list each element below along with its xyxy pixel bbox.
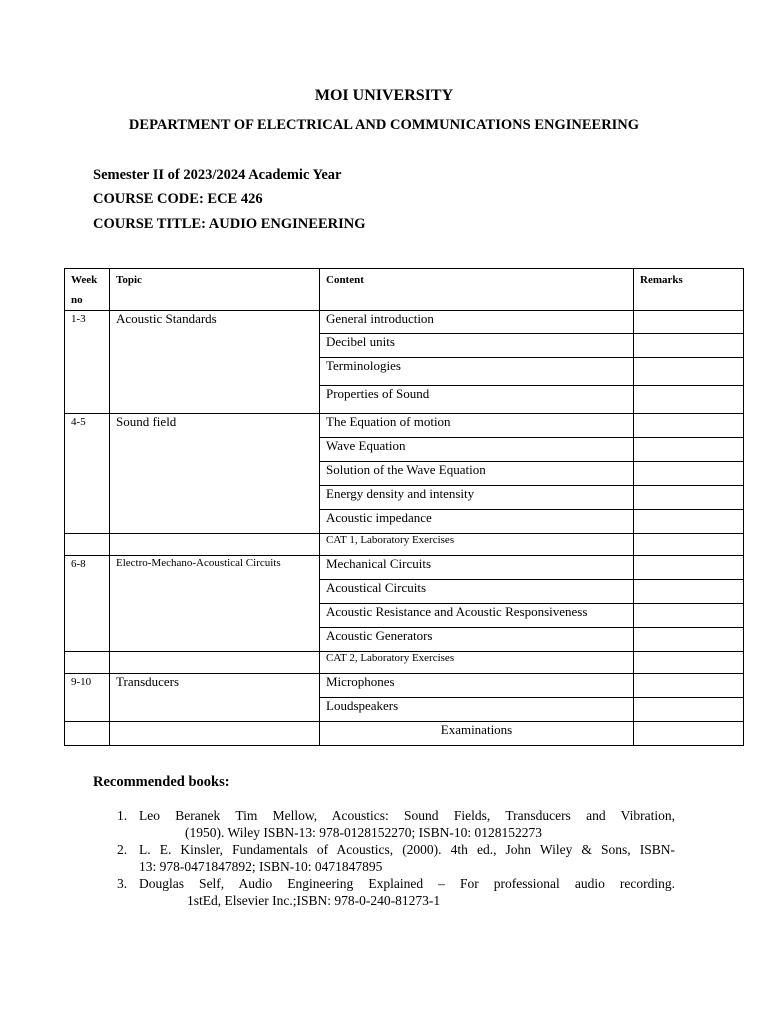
week-cell [65,722,110,746]
book-line: Leo Beranek Tim Mellow, Acoustics: Sound Fields, Transducers and Vibration, [139,808,675,823]
recommended-books-heading: Recommended books: [93,774,230,790]
remarks-cell [634,486,744,510]
book-line: 1stEd, Elsevier Inc.;ISBN: 978-0-240-81273-1 [187,892,441,908]
remarks-cell [634,438,744,462]
table-header-row [65,269,744,311]
week-cell: 1-3 [65,311,110,414]
content-cell: Properties of Sound [320,386,634,414]
content-cell: Acoustic impedance [320,510,634,534]
topic-cell [110,652,320,674]
remarks-cell [634,534,744,556]
remarks-cell [634,414,744,438]
remarks-cell [634,462,744,486]
examinations-cell: Examinations [320,722,634,746]
topic-cell: Sound field [110,414,320,534]
remarks-cell [634,311,744,334]
week-cell [65,534,110,556]
content-cell: Loudspeakers [320,698,634,722]
course-title: COURSE TITLE: AUDIO ENGINEERING [93,216,366,232]
week-cell: 6-8 [65,556,110,652]
list-item [117,876,675,909]
cat-cell: CAT 2, Laboratory Exercises [320,652,634,674]
university-title: MOI UNIVERSITY [314,87,454,104]
remarks-cell [634,628,744,652]
list-number: 3. [117,876,128,891]
header-remarks: Remarks [634,269,744,311]
table-row [65,652,744,674]
topic-cell: Electro-Mechano-Acoustical Circuits [110,556,320,652]
remarks-cell [634,334,744,358]
remarks-cell [634,722,744,746]
book-line: 13: 978-0471847892; ISBN-10: 0471847895 [139,858,383,874]
content-cell: Decibel units [320,334,634,358]
table-row [65,556,744,580]
content-cell: The Equation of motion [320,414,634,438]
remarks-cell [634,556,744,580]
remarks-cell [634,604,744,628]
list-item [117,842,675,875]
content-cell: Wave Equation [320,438,634,462]
content-cell: Mechanical Circuits [320,556,634,580]
list-item [117,808,675,841]
topic-cell: Acoustic Standards [110,311,320,414]
header-week: Week no [65,269,110,311]
table-row [65,722,744,746]
book-list [117,808,675,910]
list-number: 1. [117,808,128,823]
schedule-table [64,268,744,746]
table-row [65,414,744,438]
topic-cell: Transducers [110,674,320,722]
content-cell: Microphones [320,674,634,698]
list-number: 2. [117,842,128,857]
table-row [65,311,744,334]
content-cell: Energy density and intensity [320,486,634,510]
week-cell: 9-10 [65,674,110,722]
topic-cell [110,722,320,746]
content-cell: Acoustical Circuits [320,580,634,604]
cat-cell: CAT 1, Laboratory Exercises [320,534,634,556]
remarks-cell [634,510,744,534]
book-line: L. E. Kinsler, Fundamentals of Acoustics, (2000). 4th ed., John Wiley & Sons, ISBN- [139,842,675,857]
topic-cell [110,534,320,556]
week-cell: 4-5 [65,414,110,534]
semester-line: Semester II of 2023/2024 Academic Year [93,167,342,183]
remarks-cell [634,674,744,698]
department-title: DEPARTMENT OF ELECTRICAL AND COMMUNICATIONS ENGINEERING [128,117,640,133]
table-row [65,534,744,556]
table-row [65,674,744,698]
remarks-cell [634,386,744,414]
content-cell: General introduction [320,311,634,334]
remarks-cell [634,358,744,386]
course-code: COURSE CODE: ECE 426 [93,191,263,207]
book-line: Douglas Self, Audio Engineering Explained – For professional audio recording. [139,876,675,891]
remarks-cell [634,652,744,674]
remarks-cell [634,698,744,722]
header-topic: Topic [110,269,320,311]
remarks-cell [634,580,744,604]
content-cell: Acoustic Generators [320,628,634,652]
week-cell [65,652,110,674]
header-content: Content [320,269,634,311]
book-line: (1950). Wiley ISBN-13: 978-0128152270; ISBN-10: 0128152273 [185,824,542,840]
content-cell: Acoustic Resistance and Acoustic Responsiveness [320,604,634,628]
content-cell: Solution of the Wave Equation [320,462,634,486]
content-cell: Terminologies [320,358,634,386]
